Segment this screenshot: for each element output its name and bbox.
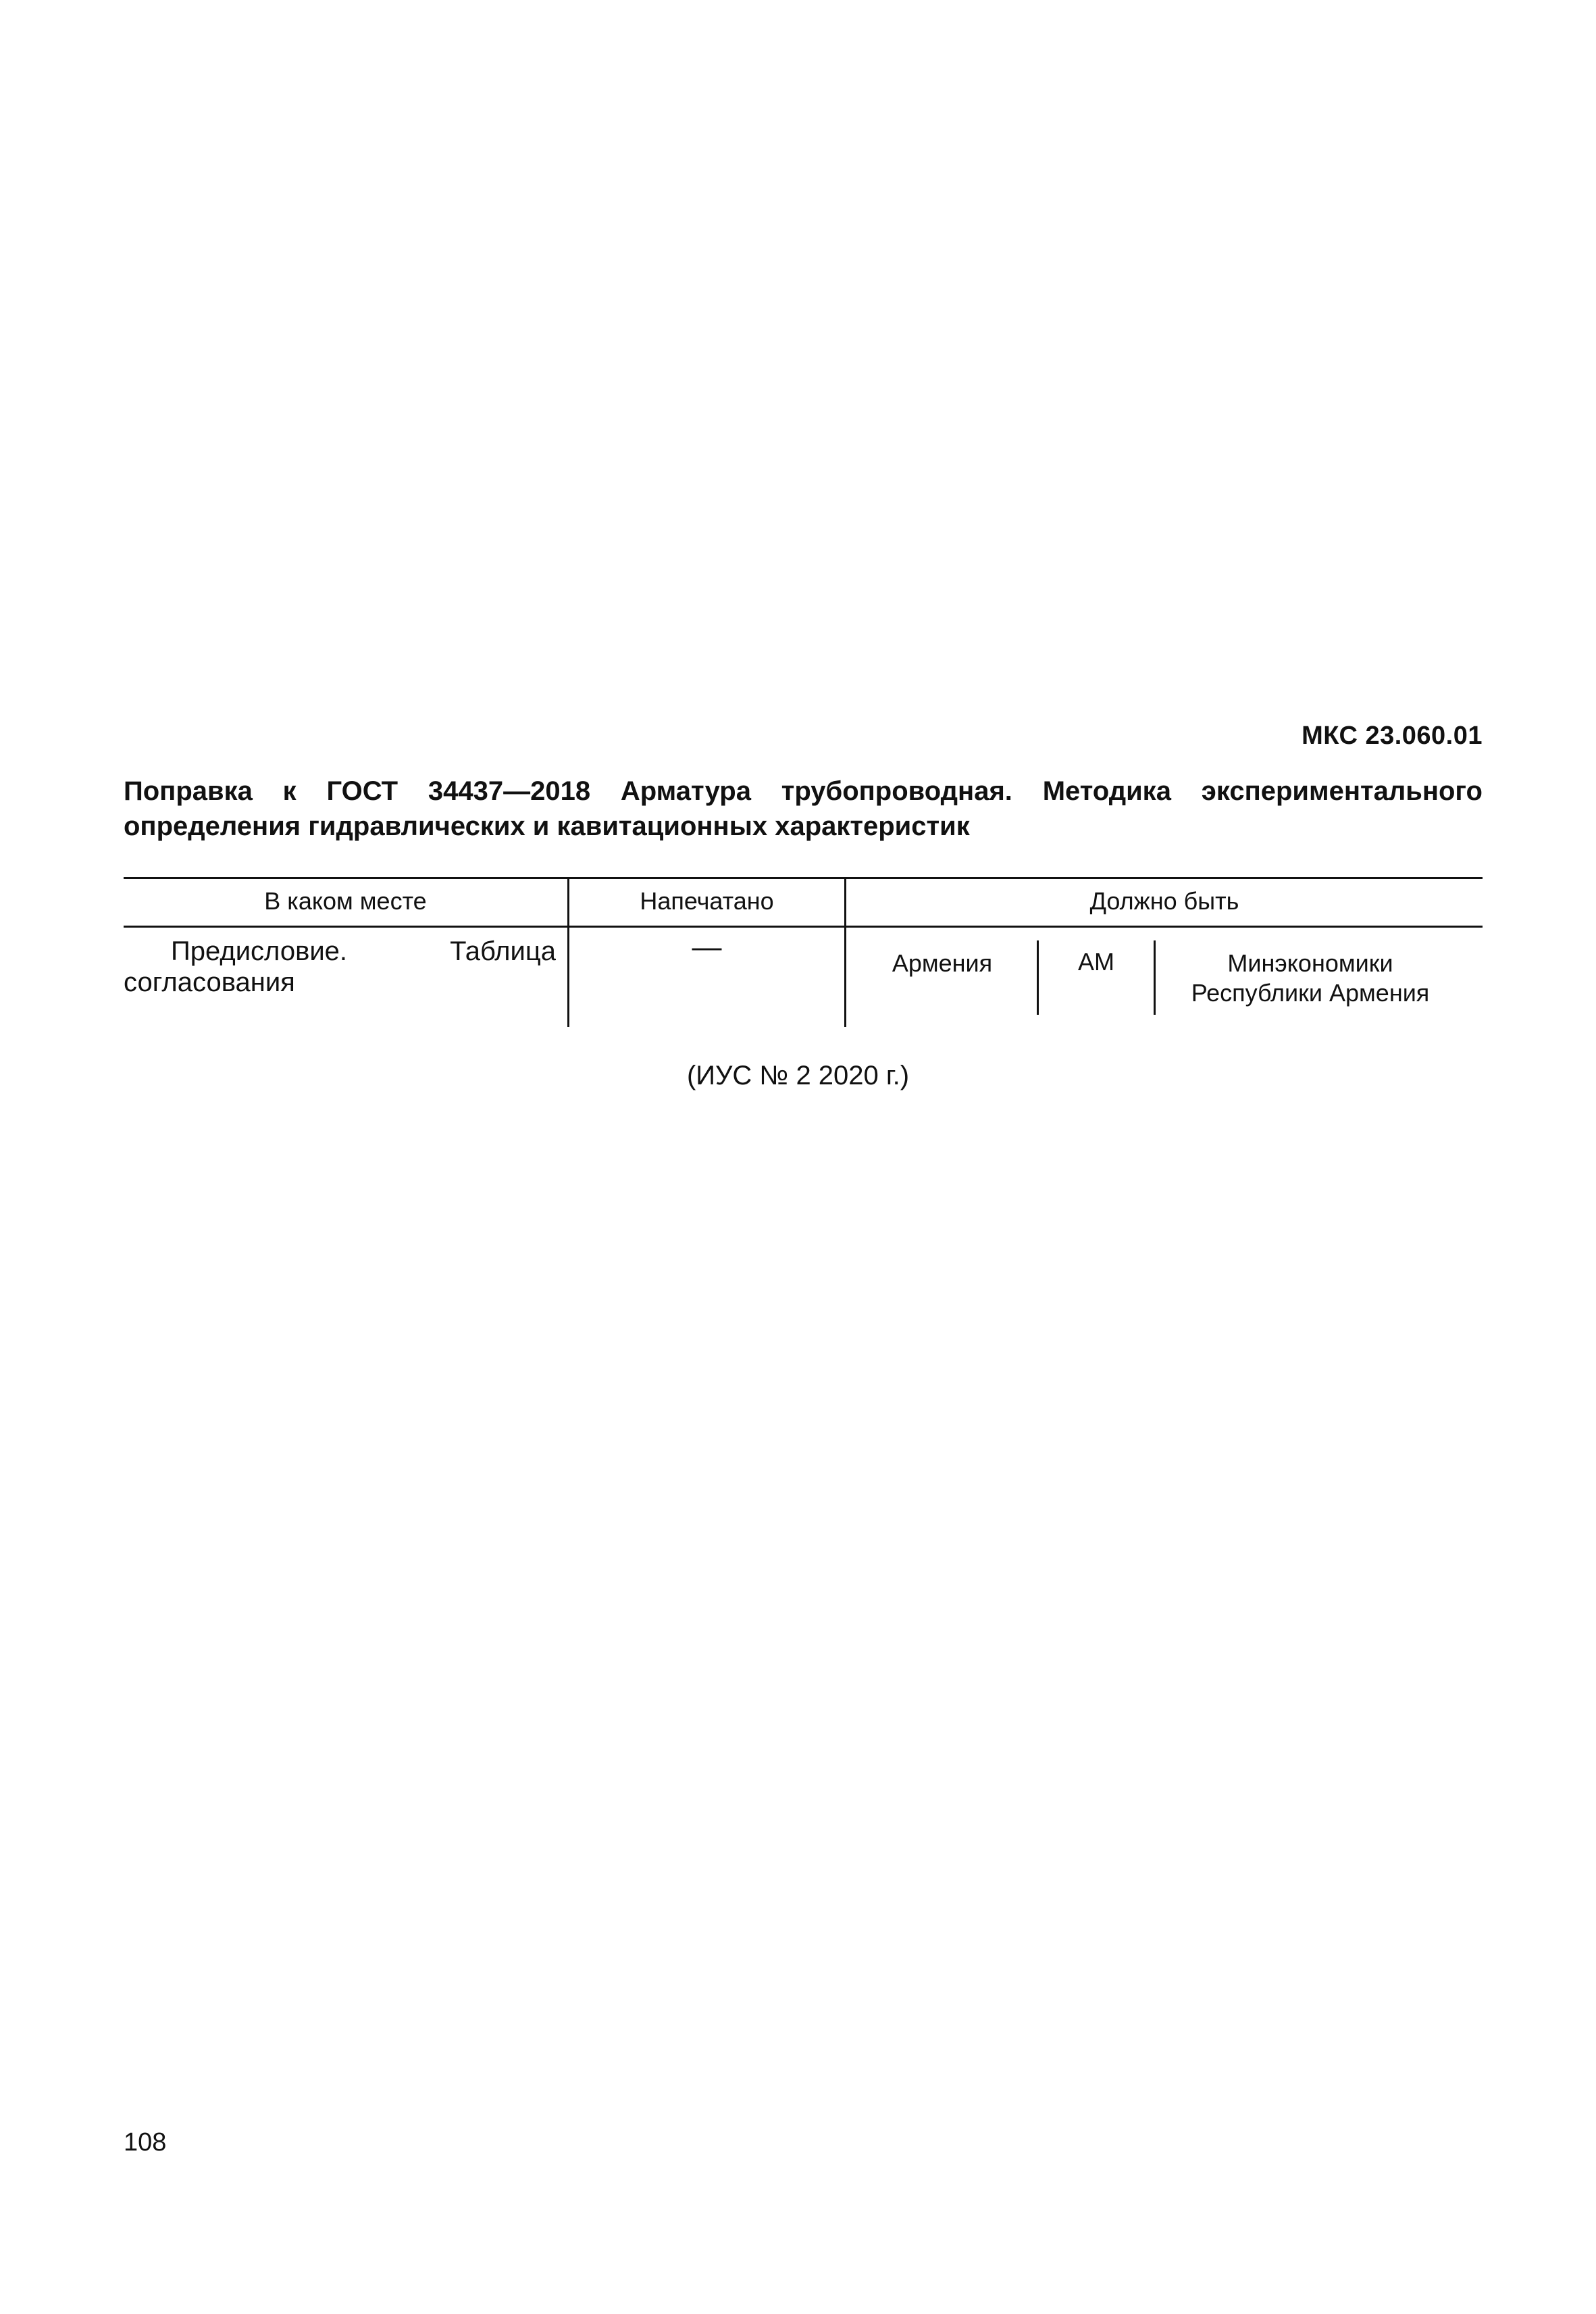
- column-header-place: В каком месте: [264, 887, 427, 915]
- ius-note: (ИУС № 2 2020 г.): [686, 1061, 910, 1090]
- column-header-printed: Напечатано: [640, 887, 774, 915]
- table-cell-printed: —: [692, 930, 722, 963]
- page-number: 108: [124, 2128, 167, 2157]
- document-title: Поправка к ГОСТ 34437—2018 Арматура трубопроводная. Методика экспериментального определения гидравлических и кавитационных характеристик: [124, 776, 1483, 841]
- table-cell-authority: Минэкономики Республики Армения: [1191, 949, 1430, 1007]
- table-cell-country: Армения: [892, 949, 993, 977]
- mks-code: МКС 23.060.01: [1302, 722, 1483, 750]
- column-header-should-be: Должно быть: [1089, 887, 1239, 915]
- table-top-rule: [124, 877, 1483, 879]
- table-cell-place: Предисловие. Таблица согласования: [124, 936, 556, 997]
- table-cell-country-code: АМ: [1078, 948, 1114, 976]
- table-header-rule: [124, 926, 1483, 928]
- subcell-divider: [1154, 940, 1156, 1015]
